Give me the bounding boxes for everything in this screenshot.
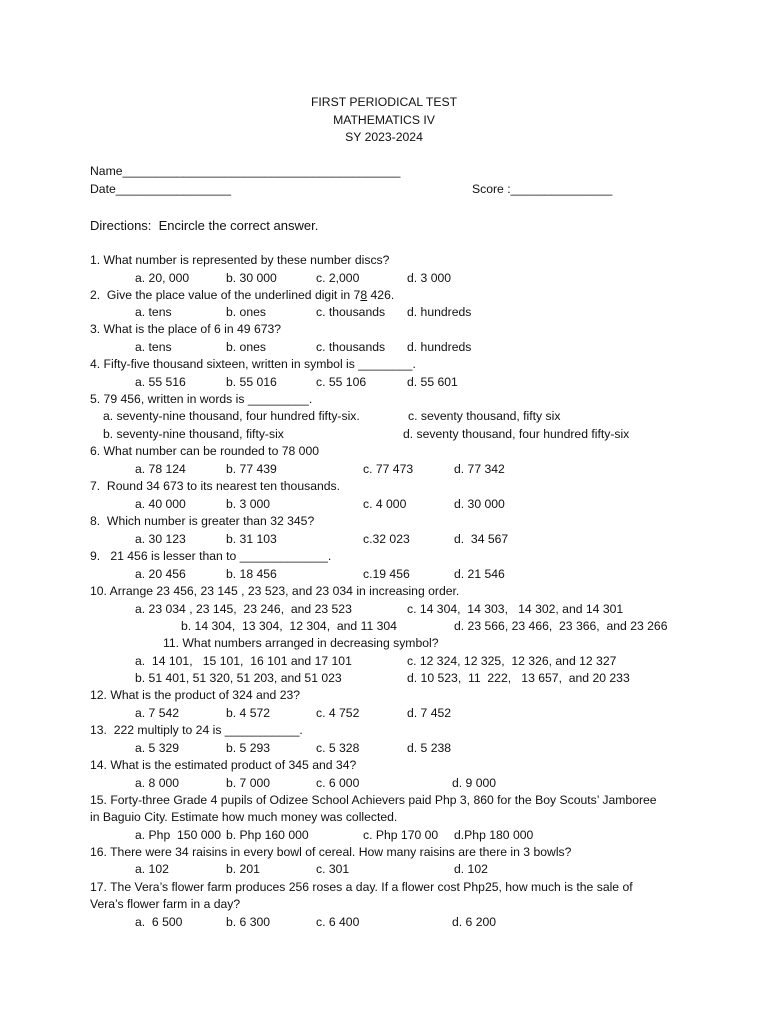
question-12-text: 12. What is the product of 324 and 23? (90, 688, 301, 702)
option-a[interactable]: a. seventy-nine thousand, four hundred fifty-six. (103, 409, 360, 423)
underlined-digit: 8 (360, 288, 368, 302)
option-d[interactable]: d. hundreds (407, 340, 472, 354)
option-c[interactable]: c. 5 328 (316, 741, 360, 755)
option-c[interactable]: c. 4 000 (363, 497, 407, 511)
question-11-label: 11. What numbers arranged in decreasing symbol? (163, 636, 439, 650)
question-15-text-line2: in Baguio City. Estimate how much money was collected. (90, 810, 398, 824)
option-a[interactable]: a. tens (135, 340, 172, 354)
option-b[interactable]: b. 31 103 (226, 532, 277, 546)
option-d[interactable]: d. 34 567 (454, 532, 509, 546)
option-d[interactable]: d. 21 546 (454, 567, 505, 581)
option-c[interactable]: c. 301 (316, 862, 350, 876)
option-a[interactable]: a. 6 500 (135, 915, 183, 929)
option-a[interactable]: a. 20, 000 (135, 271, 190, 285)
question-2-text (90, 287, 730, 304)
question-10-options-row2 (90, 618, 730, 635)
test-title: FIRST PERIODICAL TEST (310, 95, 458, 109)
option-a[interactable]: a. Php 150 000 (135, 828, 222, 842)
question-16-options (90, 861, 730, 878)
option-d[interactable]: d. 23 566, 23 466, 23 366, and 23 266 (454, 619, 668, 633)
option-c[interactable]: c. 77 473 (363, 462, 414, 476)
option-a[interactable]: a. 23 034 , 23 145, 23 246, and 23 523 (135, 602, 352, 616)
question-3-options (90, 339, 730, 356)
test-subject: MATHEMATICS IV (333, 112, 435, 127)
question-11-text (90, 635, 730, 652)
option-c[interactable]: c. Php 170 00 (363, 828, 439, 842)
question-16-text: 16. There were 34 raisins in every bowl of cereal. How many raisins are there in 3 bowls? (90, 845, 572, 859)
question-17-text-line2: Vera’s flower farm in a day? (90, 897, 241, 911)
option-a[interactable]: a. 20 456 (135, 567, 186, 581)
option-b[interactable]: b. 5 293 (226, 741, 271, 755)
question-15-text-line1: 15. Forty-three Grade 4 pupils of Odizee School Achievers paid Php 3, 860 for the Boy Scouts’ Jamboree (90, 793, 657, 807)
option-c[interactable]: c. 6 400 (316, 915, 360, 929)
date-field[interactable]: Date_________________ (90, 182, 231, 196)
option-a[interactable]: a. 8 000 (135, 776, 180, 790)
question-6-options (90, 461, 730, 478)
question-14-options (90, 775, 730, 792)
question-10-text: 10. Arrange 23 456, 23 145 , 23 523, and 23 034 in increasing order. (90, 584, 460, 598)
question-5-options-row1 (90, 408, 730, 425)
option-d[interactable]: d. seventy thousand, four hundred fifty-six (403, 427, 630, 441)
question-17-text-line1: 17. The Vera’s flower farm produces 256 roses a day. If a flower cost Php25, how much is the sale of (90, 880, 633, 894)
question-2-options (90, 304, 730, 321)
option-a[interactable]: a. 55 516 (135, 375, 186, 389)
question-13-options (90, 740, 730, 757)
option-d[interactable]: d. 10 523, 11 222, 13 657, and 20 233 (407, 671, 630, 685)
question-2-text-after: 426. (367, 288, 395, 302)
question-4-options (90, 374, 730, 391)
option-a[interactable]: a. 102 (135, 862, 169, 876)
option-c[interactable]: c. seventy thousand, fifty six (408, 409, 561, 423)
question-4-text: 4. Fifty-five thousand sixteen, written in symbol is ________. (90, 357, 416, 371)
option-c[interactable]: c.19 456 (363, 567, 410, 581)
option-c[interactable]: c. 14 304, 14 303, 14 302, and 14 301 (407, 602, 624, 616)
question-5-options-row2 (90, 426, 730, 443)
option-c[interactable]: c. 2,000 (316, 271, 360, 285)
question-9-options (90, 566, 730, 583)
question-7-text: 7. Round 34 673 to its nearest ten thousands. (90, 479, 341, 493)
question-11-options-row1 (90, 653, 730, 670)
question-14-text: 14. What is the estimated product of 345 and 34? (90, 758, 357, 772)
question-5-text: 5. 79 456, written in words is _________. (90, 392, 313, 406)
option-b[interactable]: b. seventy-nine thousand, fifty-six (103, 427, 284, 441)
option-d[interactable]: d.Php 180 000 (454, 828, 534, 842)
option-d[interactable]: d. 55 601 (407, 375, 458, 389)
option-d[interactable]: d. hundreds (407, 305, 472, 319)
option-b[interactable]: b. 55 016 (226, 375, 277, 389)
option-d[interactable]: d. 102 (454, 862, 488, 876)
question-2-text-before: 2. Give the place value of the underlined digit in 7 (90, 288, 361, 302)
question-17-options (90, 914, 730, 931)
option-c[interactable]: c. thousands (316, 305, 386, 319)
option-a[interactable]: a. 30 123 (135, 532, 186, 546)
option-b[interactable]: b. 77 439 (226, 462, 277, 476)
question-9-text: 9. 21 456 is lesser than to _____________. (90, 549, 332, 563)
question-13-text: 13. 222 multiply to 24 is ___________. (90, 723, 303, 737)
directions: Directions: Encircle the correct answer. (90, 218, 319, 233)
option-d[interactable]: d. 7 452 (407, 706, 452, 720)
name-field[interactable]: Name_________________________________________ (90, 164, 401, 178)
option-b[interactable]: b. 30 000 (226, 271, 277, 285)
question-12-options (90, 705, 730, 722)
option-d[interactable]: d. 77 342 (454, 462, 505, 476)
school-year: SY 2023-2024 (345, 130, 423, 145)
option-b[interactable]: b. 4 572 (226, 706, 271, 720)
question-3-text: 3. What is the place of 6 in 49 673? (90, 322, 282, 336)
option-b[interactable]: b. Php 160 000 (226, 828, 309, 842)
option-a[interactable]: a. 5 329 (135, 741, 180, 755)
option-c[interactable]: c. 6 000 (316, 776, 360, 790)
option-c[interactable]: c. 55 106 (316, 375, 367, 389)
option-b[interactable]: b. 3 000 (226, 497, 271, 511)
option-b[interactable]: b. 14 304, 13 304, 12 304, and 11 304 (181, 619, 397, 633)
option-d[interactable]: d. 3 000 (407, 271, 452, 285)
option-b[interactable]: b. 18 456 (226, 567, 277, 581)
option-b[interactable]: b. ones (226, 305, 266, 319)
option-a[interactable]: a. 7 542 (135, 706, 180, 720)
question-1-options (90, 270, 730, 287)
question-8-options (90, 531, 730, 548)
option-b[interactable]: b. 201 (226, 862, 260, 876)
option-a[interactable]: a. 14 101, 15 101, 16 101 and 17 101 (135, 654, 352, 668)
question-6-text: 6. What number can be rounded to 78 000 (90, 444, 320, 458)
option-a[interactable]: a. tens (135, 305, 172, 319)
option-a[interactable]: a. 40 000 (135, 497, 186, 511)
question-10-options-row1 (90, 601, 730, 618)
question-1-text: 1. What number is represented by these number discs? (90, 253, 390, 267)
option-c[interactable]: c.32 023 (363, 532, 410, 546)
question-7-options (90, 496, 730, 513)
question-11-options-row2 (90, 670, 730, 687)
option-d[interactable]: d. 30 000 (454, 497, 505, 511)
option-b[interactable]: b. 7 000 (226, 776, 271, 790)
option-c[interactable]: c. 4 752 (316, 706, 360, 720)
score-field[interactable]: Score :_______________ (472, 182, 613, 196)
option-d[interactable]: d. 6 200 (452, 915, 497, 929)
option-a[interactable]: a. 78 124 (135, 462, 186, 476)
question-15-options (90, 827, 730, 844)
option-c[interactable]: c. 12 324, 12 325, 12 326, and 12 327 (407, 654, 617, 668)
test-header (0, 94, 768, 147)
option-d[interactable]: d. 9 000 (452, 776, 497, 790)
question-8-text: 8. Which number is greater than 32 345? (90, 514, 315, 528)
option-c[interactable]: c. thousands (316, 340, 386, 354)
option-d[interactable]: d. 5 238 (407, 741, 452, 755)
option-b[interactable]: b. ones (226, 340, 266, 354)
option-b[interactable]: b. 51 401, 51 320, 51 203, and 51 023 (135, 671, 342, 685)
option-b[interactable]: b. 6 300 (226, 915, 271, 929)
